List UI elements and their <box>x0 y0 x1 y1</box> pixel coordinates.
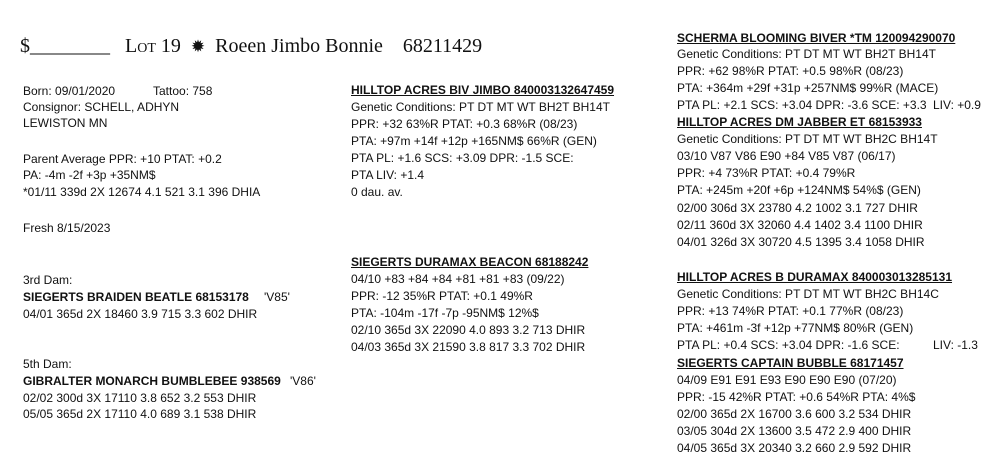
consignor: Consignor: SCHELL, ADHYN <box>23 100 180 114</box>
location: LEWISTON MN <box>23 116 108 130</box>
cow-record: *01/11 339d 2X 12674 4.1 521 3.1 396 DHIA <box>23 185 261 199</box>
sire-dam-heading: HILLTOP ACRES DM JABBER ET 68153933 <box>677 115 922 129</box>
sire-heading: HILLTOP ACRES BIV JIMBO 840003132647459 <box>351 83 615 97</box>
sire-line: Genetic Conditions: PT DT MT WT BH2T BH14T <box>351 100 610 114</box>
sire-dam-line: PTA: +245m +20f +6p +124NM$ 54%$ (GEN) <box>677 183 921 197</box>
dam-line: PPR: -12 35%R PTAT: +0.1 49%R <box>351 289 533 303</box>
cow-name: Roeen Jimbo Bonnie <box>215 35 383 57</box>
sire-line: PTA: +97m +14f +12p +165NM$ 66%R (GEN) <box>351 134 597 148</box>
cow-id: 68211429 <box>402 35 483 57</box>
dam-sire-pl-line: PTA PL: +0.4 SCS: +3.04 DPR: -1.6 SCE: <box>677 338 900 352</box>
dam-sire-heading: HILLTOP ACRES B DURAMAX 840003013285131 <box>677 270 953 284</box>
fifth-dam-record: 05/05 365d 2X 17110 4.0 689 3.1 538 DHIR <box>23 407 257 421</box>
sire-dam-line: Genetic Conditions: PT DT MT WT BH2C BH14T <box>677 132 938 146</box>
dam-dam-line: 04/09 E91 E91 E93 E90 E90 E90 (07/20) <box>677 373 897 387</box>
fifth-dam-score: 'V86' <box>290 374 316 388</box>
dam-dam-line: PPR: -15 42%R PTAT: +0.6 54%R PTA: 4%$ <box>677 390 916 404</box>
sire-sire-heading: SCHERMA BLOOMING BIVER *TM 120094290070 <box>677 31 956 45</box>
fresh-date: Fresh 8/15/2023 <box>23 221 111 235</box>
dam-line: 04/10 +83 +84 +84 +81 +81 +83 (09/22) <box>351 272 565 286</box>
sire-line: PTA PL: +1.6 SCS: +3.09 DPR: -1.5 SCE: <box>351 151 574 165</box>
third-dam-record: 04/01 365d 2X 18460 3.9 715 3.3 602 DHIR <box>23 307 258 321</box>
third-dam-score: 'V85' <box>264 290 290 304</box>
sire-line: PTA LIV: +1.4 <box>351 168 425 182</box>
fifth-dam-label: 5th Dam: <box>23 357 72 371</box>
sire-dam-line: 02/11 360d 3X 32060 4.4 1402 3.4 1100 DHIR <box>677 218 923 232</box>
fifth-dam-name: GIBRALTER MONARCH BUMBLEBEE 938569 <box>23 374 281 388</box>
parent-average-pta: PA: -4m -2f +3p +35NM$ <box>23 168 156 182</box>
tattoo: Tattoo: 758 <box>153 84 213 98</box>
dam-line: 02/10 365d 3X 22090 4.0 893 3.2 713 DHIR <box>351 323 586 337</box>
parent-average: Parent Average PPR: +10 PTAT: +0.2 <box>23 152 222 166</box>
dam-line: 04/03 365d 3X 21590 3.8 817 3.3 702 DHIR <box>351 340 586 354</box>
dam-heading: SIEGERTS DURAMAX BEACON 68188242 <box>351 255 589 269</box>
lot-number: Lot 19 <box>125 35 181 57</box>
sire-dam-line: 03/10 V87 V86 E90 +84 V85 V87 (06/17) <box>677 149 896 163</box>
dam-dam-line: 03/05 304d 2X 13600 3.5 472 2.9 400 DHIR <box>677 424 912 438</box>
fifth-dam-record: 02/02 300d 3X 17110 3.8 652 3.2 553 DHIR <box>23 391 257 405</box>
sire-dam-line: PPR: +4 73%R PTAT: +0.4 79%R <box>677 166 856 180</box>
third-dam-name: SIEGERTS BRAIDEN BEATLE 68153178 <box>23 290 249 304</box>
dam-dam-line: 02/00 365d 2X 16700 3.6 600 3.2 534 DHIR <box>677 407 912 421</box>
dam-dam-heading: SIEGERTS CAPTAIN BUBBLE 68171457 <box>677 356 904 370</box>
sire-sire-line: Genetic Conditions: PT DT MT WT BH2T BH14T <box>677 47 936 61</box>
sire-line: PPR: +32 63%R PTAT: +0.3 68%R (08/23) <box>351 117 578 131</box>
dam-line: PTA: -104m -17f -7p -95NM$ 12%$ <box>351 306 539 320</box>
dam-sire-line: PTA: +461m -3f +12p +77NM$ 80%R (GEN) <box>677 321 914 335</box>
dam-sire-line: PPR: +13 74%R PTAT: +0.1 77%R (08/23) <box>677 304 904 318</box>
lot-title <box>20 34 482 59</box>
dam-sire-liv: LIV: -1.3 <box>933 338 978 352</box>
sire-sire-liv: LIV: +0.9 <box>933 98 981 112</box>
price-blank: $________ <box>20 35 110 57</box>
sire-line: 0 dau. av. <box>351 185 403 199</box>
sire-dam-line: 02/00 306d 3X 23780 4.2 1002 3.1 727 DHIR <box>677 201 918 215</box>
star-icon: ✹ <box>190 37 206 56</box>
sire-sire-line: PTA: +364m +29f +31p +257NM$ 99%R (MACE) <box>677 81 939 95</box>
third-dam-label: 3rd Dam: <box>23 273 73 287</box>
born-date: Born: 09/01/2020 <box>23 84 116 98</box>
dam-dam-line: 04/05 365d 3X 20340 3.2 660 2.9 592 DHIR <box>677 441 912 455</box>
sire-sire-line: PPR: +62 98%R PTAT: +0.5 98%R (08/23) <box>677 64 904 78</box>
dam-sire-line: Genetic Conditions: PT DT MT WT BH2C BH14C <box>677 287 939 301</box>
sire-sire-pl-line: PTA PL: +2.1 SCS: +3.04 DPR: -3.6 SCE: +3.3 <box>677 98 927 112</box>
sire-dam-line: 04/01 326d 3X 30720 4.5 1395 3.4 1058 DHIR <box>677 235 925 249</box>
